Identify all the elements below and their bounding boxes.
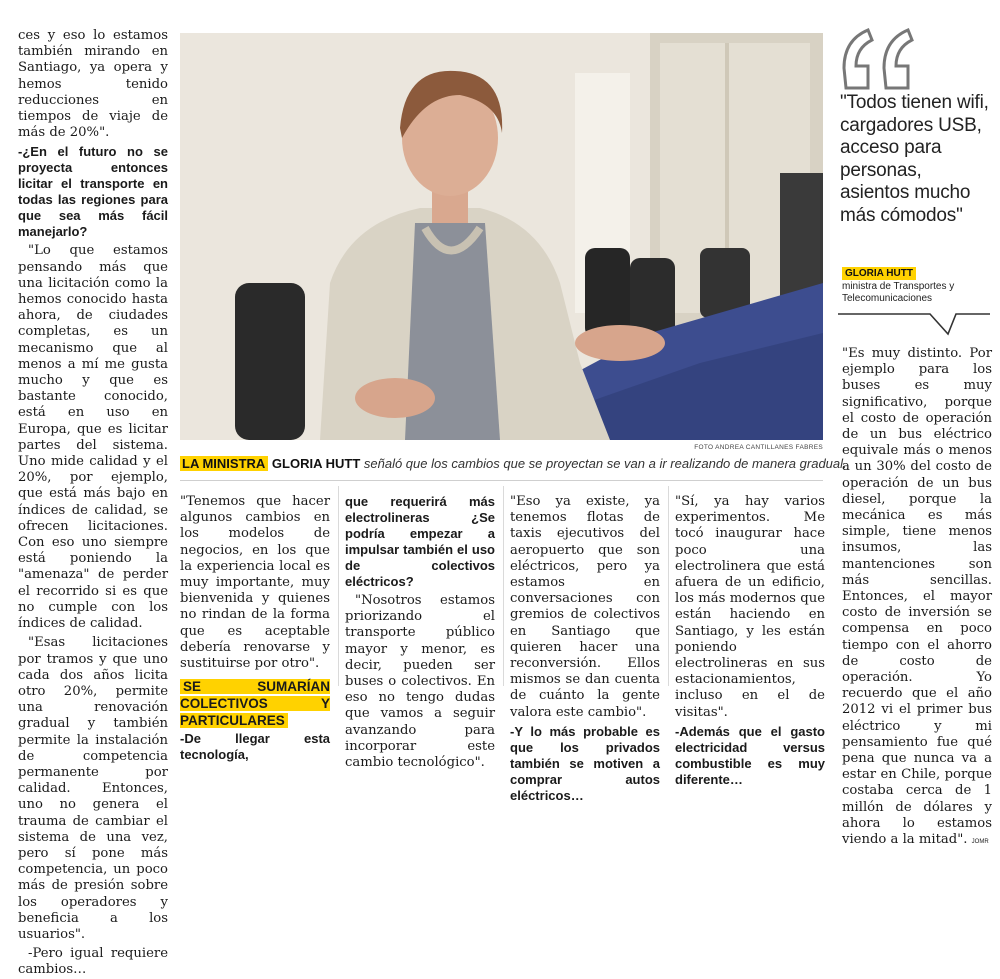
interview-question: -¿En el futuro no se proyecta entonces licitar el transporte en todas las regiones para que sea más fácil manejarlo? (18, 144, 168, 240)
article-column-3 (345, 494, 495, 771)
paragraph: "Lo que estamos pensando más que una licitación como la hemos conocido hasta ahora, de ciudades completas, es un mecanismo que al menos a mí me gusta mucho y que es bastante conocido, está en uso en Europa, que es licitar partes del sistema. Uno mide calidad y el 20%, por ejemplo, que está más bajo en índices de calidad, se ofrecen licitaciones. Con eso uno siempre está poniendo la "amenaza" de perder el recorrido si es que no cumple con los índices de calidad. (18, 243, 168, 632)
paragraph: -Pero igual requiere cambios… (18, 946, 168, 978)
photo-illustration (180, 33, 823, 440)
interview-question: -De llegar esta tecnología, (180, 731, 330, 763)
quote-mark-icon (838, 22, 928, 94)
article-column-5 (675, 494, 825, 787)
speech-bubble-tail (830, 300, 1000, 340)
interview-question: que requerirá más electrolineras ¿Se podría empezar a impulsar también el uso de colectivos eléctricos? (345, 494, 495, 589)
pull-quote-name: GLORIA HUTT (842, 267, 916, 280)
paragraph: "Es muy distinto. Por ejemplo para los buses es muy significativo, porque el costo de operación de un bus eléctrico equivale más o menos a un 30% del costo de operación de un bus diesel, porque la mecánica es más simple, tiene menos insumos, las mantenciones son más sencillas. Entonces, el mayor costo de inversión se compensa en poco tiempo con el ahorro de costo de operación. Yo recuerdo que el año 2012 vi el primer bus eléctrico y mi pensamiento fue qué pena que nunca va a estar en Chile, porque costaba cerca de 1 millón de dólares y ahora lo estamos viendo a la mitad". JOMR (842, 346, 992, 848)
article-column-1 (18, 28, 168, 978)
article-column-4 (510, 494, 660, 803)
article-column-2 (180, 494, 330, 763)
pull-quote-role: ministra de Transportes y Telecomunicaciones (842, 281, 955, 304)
interview-question: -Además que el gasto electricidad versus combustible es muy diferente… (675, 723, 825, 787)
caption-divider (180, 480, 823, 481)
caption-name: GLORIA HUTT (271, 456, 361, 471)
author-signature: JOMR (971, 839, 989, 846)
interview-question: -Y lo más probable es que los privados también se motiven a comprar autos eléctricos… (510, 723, 660, 803)
column-divider (503, 486, 504, 686)
article-column-6 (842, 346, 992, 848)
caption-lead: LA MINISTRA (180, 456, 268, 471)
article-photo (180, 33, 823, 440)
photo-credit: FOTO ANDREA CANTILLANES FABRES (694, 444, 823, 451)
column-divider (338, 486, 339, 686)
paragraph: "Eso ya existe, ya tenemos flotas de taxis ejecutivos del aeropuerto que son eléctricos, pero ya estamos en conversaciones con gremios de colectivos en Santiago que quieren hacer una reconversión. Ellos mismos se dan cuenta de cuánto la gente valora este cambio". (510, 494, 660, 720)
photo-caption (180, 456, 847, 471)
column-divider (668, 486, 669, 686)
caption-text: señaló que los cambios que se proyectan se van a ir realizando de manera gradual. (363, 456, 847, 471)
pull-quote-text: "Todos tienen wifi, cargadores USB, acceso para personas, asientos mucho más cómodos" (840, 92, 989, 226)
paragraph: "Tenemos que hacer algunos cambios en los modelos de negocios, en los que la experiencia local es muy importante, muy bienvenida y quienes no rindan de la forma que es aceptable debería renovarse y sustituirse por otro". (180, 494, 330, 672)
paragraph: ces y eso lo estamos también mirando en Santiago, ya opera y hemos tenido reducciones en tiempos de viaje de más de 20%". (18, 28, 168, 141)
section-subhead: SE SUMARÍAN COLECTIVOS Y PARTICULARES (180, 679, 330, 729)
paragraph: "Nosotros estamos priorizando el transporte público mayor y menor, es decir, pueden ser buses o colectivos. En eso no tengo dudas que vamos a seguir avanzando para incorporar este cambio tecnológico". (345, 593, 495, 771)
paragraph: "Sí, ya hay varios experimentos. Me tocó inaugurar hace poco una electrolinera que está afuera de un edificio, los más modernos que están haciendo en Santiago, y les están poniendo electrolineras en sus estacionamientos, incluso en el de visitas". (675, 494, 825, 720)
paragraph: "Esas licitaciones por tramos y que uno cada dos años licita otro 20%, permite una renovación gradual y también permite la instalación de competencia permanente por calidad. Entonces, uno no genera el trauma de cambiar el sistema de una vez, pero sí pone más competencia, un poco más de presión sobre los operadores y beneficia a los usuarios". (18, 635, 168, 942)
